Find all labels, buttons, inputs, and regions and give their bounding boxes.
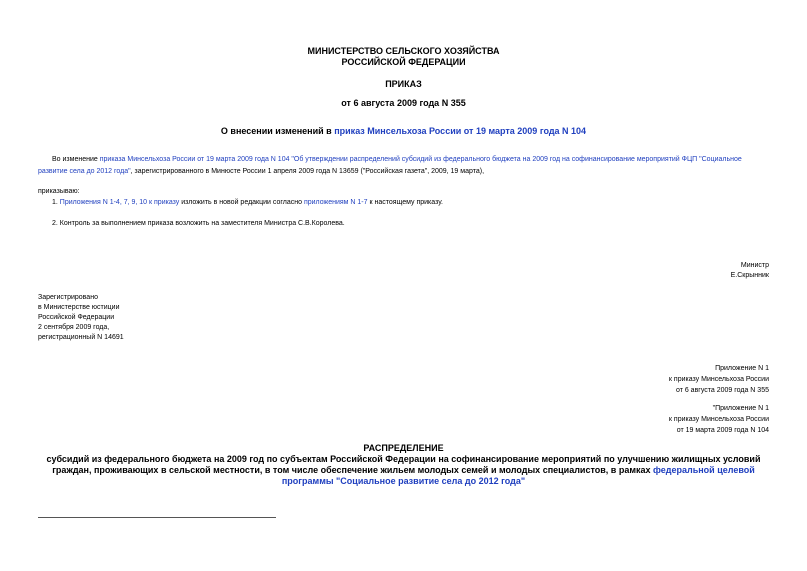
intro-text: Во изменение: [52, 156, 100, 163]
appendix-old-label: "Приложение N 1: [712, 405, 769, 412]
item1-appendices-link[interactable]: приложениям N 1-7: [303, 199, 368, 206]
intro-link-continued[interactable]: развитие села до 2012 года": [38, 168, 131, 175]
item1-text: изложить в новой редакции согласно: [179, 199, 304, 206]
appendix-order-date: от 6 августа 2009 года N 355: [675, 387, 769, 394]
registration-line5: регистрационный N 14691: [38, 334, 124, 341]
document-date-number: от 6 августа 2009 года N 355: [341, 98, 466, 108]
footnote-divider: [38, 517, 276, 518]
ministry-line1: МИНИСТЕРСТВО СЕЛЬСКОГО ХОЗЯЙСТВА: [307, 46, 500, 56]
distribution-heading: РАСПРЕДЕЛЕНИЕ: [363, 443, 444, 453]
distribution-line2-text: граждан, проживающих в сельской местности, в том числе обеспечение жильем молодых семей и молодых специалистов, в рамках: [52, 465, 653, 475]
program-link-continued[interactable]: программы "Социальное развитие села до 2012 года": [281, 476, 526, 486]
registration-line2: в Министерстве юстиции: [38, 304, 120, 311]
title-link[interactable]: приказ Минсельхоза России от 19 марта 2009 года N 104: [334, 126, 587, 136]
title-prefix: О внесении изменений в: [220, 126, 335, 136]
item1-appendix-link[interactable]: Приложения N 1-4, 7, 9, 10 к приказу: [59, 199, 180, 206]
intro-link[interactable]: приказа Минсельхоза России от 19 марта 2009 года N 104 "Об утверждении распределений субсидий из федерального бюджета на 2009 год на софинансирование мероприятий ФЦП "Социальное: [99, 156, 742, 163]
appendix-order-ref: к приказу Минсельхоза России: [668, 376, 769, 383]
program-link[interactable]: федеральной целевой: [653, 465, 755, 475]
orders-label: приказываю:: [38, 188, 80, 195]
item1-number: 1.: [52, 199, 60, 206]
appendix-old-order-ref: к приказу Минсельхоза России: [668, 416, 769, 423]
registration-line4: 2 сентября 2009 года,: [38, 324, 110, 331]
distribution-line2: [0, 465, 807, 476]
registration-line3: Российской Федерации: [38, 314, 115, 321]
distribution-line1: субсидий из федерального бюджета на 2009 год по субъектам Российской Федерации на софинансирование мероприятий по улучшению жилищных условий: [46, 454, 761, 464]
document-title: [0, 126, 807, 137]
appendix-old-order-date: от 19 марта 2009 года N 104: [676, 427, 769, 434]
intro-paragraph-line2: [38, 166, 758, 178]
signature-position: Министр: [740, 262, 769, 269]
registration-line1: Зарегистрировано: [38, 294, 98, 301]
signature-name: Е.Скрынник: [730, 272, 769, 279]
distribution-line3: [0, 476, 807, 487]
document-type: ПРИКАЗ: [385, 79, 422, 89]
ministry-line2: РОССИЙСКОЙ ФЕДЕРАЦИИ: [341, 57, 466, 67]
order-item-1: [52, 197, 443, 209]
intro-text-continued: , зарегистрированного в Минюсте России 1 апреля 2009 года N 13659 ("Российская газета", 2009, 19 марта),: [130, 168, 485, 175]
item1-text-end: к настоящему приказу.: [367, 199, 443, 206]
intro-paragraph-line1: [52, 154, 772, 166]
appendix-label: Приложение N 1: [715, 365, 769, 372]
order-item-2: 2. Контроль за выполнением приказа возложить на заместителя Министра С.В.Королева.: [52, 220, 345, 227]
